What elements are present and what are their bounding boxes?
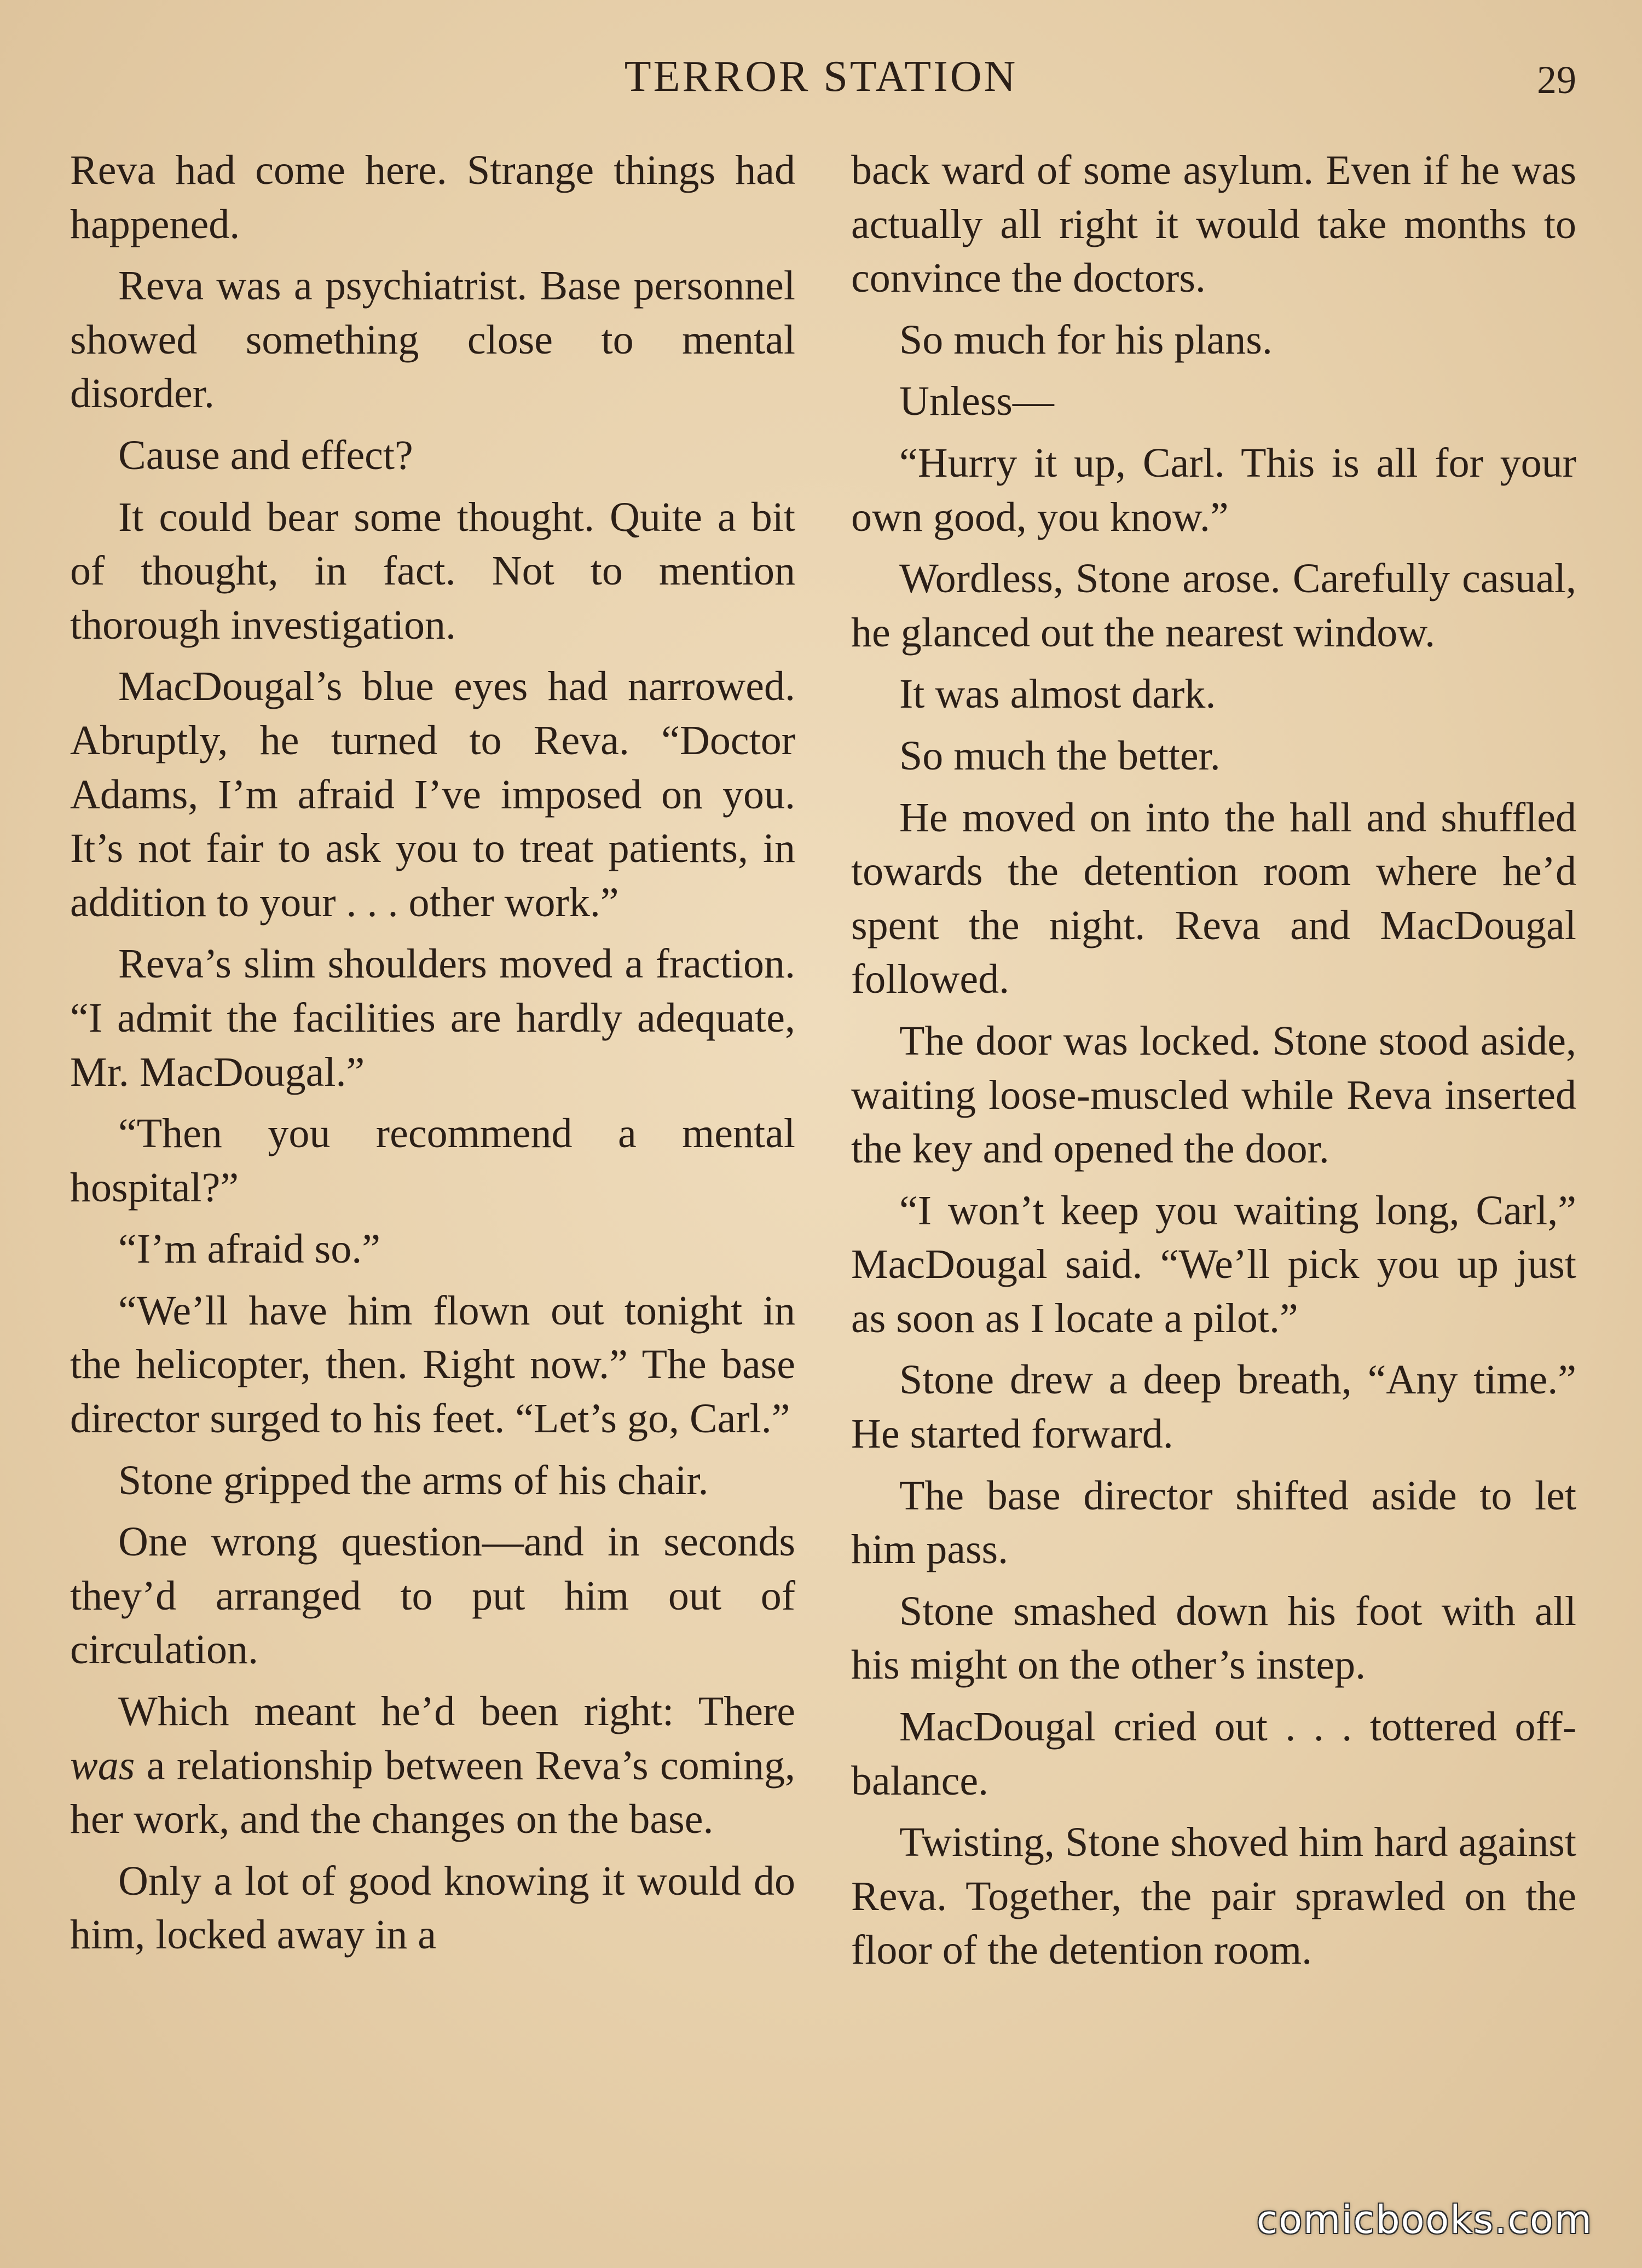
paragraph: He moved on into the hall and shuffled towards the detention room where he’d spent the night. Reva and MacDougal followed. bbox=[851, 794, 1576, 1003]
paragraph: It could bear some thought. Quite a bit of thought, in fact. Not to mention thorough investigation. bbox=[70, 494, 795, 648]
paragraph: Twisting, Stone shoved him hard against Reva. Together, the pair sprawled on the floor of the detention room. bbox=[851, 1819, 1576, 1974]
paragraph: back ward of some asylum. Even if he was actually all right it would take months to convince the doctors. bbox=[851, 147, 1576, 302]
right-text-column bbox=[851, 143, 1576, 1985]
paragraph bbox=[70, 1685, 795, 1847]
running-header-title: TERROR STATION bbox=[624, 53, 1018, 101]
paragraph-text: a relationship between Reva’s coming, her work, and the changes on the base. bbox=[70, 1742, 795, 1843]
paragraph: So much for his plans. bbox=[899, 316, 1273, 363]
paragraph: Only a lot of good knowing it would do him, locked away in a bbox=[70, 1858, 795, 1958]
paragraph-text: Which meant he’d been right: There bbox=[118, 1688, 795, 1735]
paragraph: “I’m afraid so.” bbox=[118, 1226, 380, 1272]
paragraph: MacDougal’s blue eyes had narrowed. Abruptly, he turned to Reva. “Doctor Adams, I’m afraid I’ve imposed on you. It’s not fair to ask you to treat patients, in addition to your . . . other work.” bbox=[70, 663, 795, 925]
paragraph: Reva was a psychiatrist. Base personnel showed something close to mental disorder. bbox=[70, 263, 795, 417]
paragraph: “I won’t keep you waiting long, Carl,” MacDougal said. “We’ll pick you up just as soon as I locate a pilot.” bbox=[851, 1187, 1576, 1341]
paragraph: “Hurry it up, Carl. This is all for your own good, you know.” bbox=[851, 439, 1576, 540]
paragraph: Reva’s slim shoulders moved a fraction. “I admit the facilities are hardly adequate, Mr. MacDougal.” bbox=[70, 941, 795, 1095]
paragraph: Reva had come here. Strange things had happened. bbox=[70, 147, 795, 247]
paragraph: MacDougal cried out . . . tottered off-balance. bbox=[851, 1704, 1576, 1804]
emphasized-word: was bbox=[70, 1742, 135, 1789]
paragraph: Wordless, Stone arose. Carefully casual, he glanced out the nearest window. bbox=[851, 556, 1576, 656]
left-text-column bbox=[70, 143, 795, 1970]
paragraph: Cause and effect? bbox=[118, 432, 413, 478]
paragraph: It was almost dark. bbox=[899, 671, 1216, 718]
paragraph: “We’ll have him flown out tonight in the helicopter, then. Right now.” The base director surged to his feet. “Let’s go, Carl.” bbox=[70, 1287, 795, 1442]
paragraph: The base director shifted aside to let him pass. bbox=[851, 1472, 1576, 1573]
paragraph: So much the better. bbox=[899, 732, 1221, 779]
site-watermark: comicbooks.com bbox=[1256, 2197, 1593, 2242]
paragraph: Stone smashed down his foot with all his might on the other’s instep. bbox=[851, 1588, 1576, 1688]
paragraph: Stone gripped the arms of his chair. bbox=[118, 1457, 709, 1503]
paragraph: The door was locked. Stone stood aside, waiting loose-muscled while Reva inserted the key and opened the door. bbox=[851, 1017, 1576, 1172]
paragraph: One wrong question—and in seconds they’d arranged to put him out of circulation. bbox=[70, 1519, 795, 1673]
page-number: 29 bbox=[1537, 58, 1576, 102]
paragraph: “Then you recommend a mental hospital?” bbox=[70, 1110, 795, 1211]
paragraph: Stone drew a deep breath, “Any time.” He started forward. bbox=[851, 1357, 1576, 1457]
paragraph: Unless— bbox=[899, 378, 1054, 425]
